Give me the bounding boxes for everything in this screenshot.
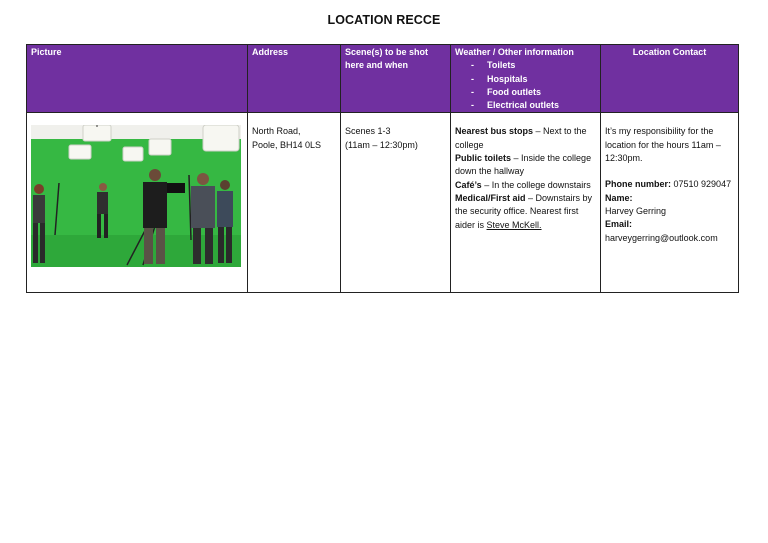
address-line-2: Poole, BH14 0LS (252, 139, 322, 150)
cafes-label: Café’s (455, 179, 482, 190)
scenes-cell (341, 113, 451, 293)
weather-info-cell (451, 113, 601, 293)
medical-label: Medical/First aid (455, 192, 526, 203)
header-weather (451, 45, 601, 113)
header-picture: Picture (27, 45, 248, 113)
name-label: Name: (605, 192, 633, 203)
header-location-contact: Location Contact (601, 45, 739, 113)
weather-item-electrical-outlets: - Electrical outlets (471, 99, 596, 112)
public-toilets-text: – Inside the college down the hallway (455, 153, 592, 177)
medical-text: – Downstairs by the security office. Nearest first aider is (455, 192, 593, 230)
green-screen-studio-photo (31, 125, 241, 267)
address-cell (248, 113, 341, 293)
page-title: LOCATION RECCE (327, 13, 441, 27)
name-value: Harvey Gerring (605, 205, 667, 216)
header-scenes: Scene(s) to be shot here and when (341, 45, 451, 113)
first-aider-name: Steve McKell. (486, 219, 542, 230)
table-header-row (27, 45, 739, 113)
weather-item-list (455, 59, 596, 112)
email-label: Email: (605, 219, 633, 230)
cafes-text: – In the college downstairs (481, 179, 591, 190)
contact-responsibility: It’s my responsibility for the location for the hours 11am – 12:30pm. (605, 126, 724, 164)
public-toilets-label: Public toilets (455, 153, 512, 164)
contact-spacer (605, 165, 734, 178)
scene-line-1: Scenes 1-3 (345, 126, 391, 137)
header-address: Address (248, 45, 341, 113)
weather-item-toilets: - Toilets (471, 59, 596, 72)
location-recce-table (26, 44, 739, 293)
address-line-1: North Road, (252, 126, 301, 137)
phone-label: Phone number: (605, 179, 672, 190)
bus-stops-label: Nearest bus stops (455, 126, 534, 137)
header-weather-label: Weather / Other information (455, 47, 574, 57)
phone-value: 07510 929047 (671, 179, 732, 190)
studio-photo-illustration (31, 125, 241, 267)
email-value: harveygerring@outlook.com (605, 232, 718, 243)
picture-cell (27, 113, 248, 293)
scene-line-2: (11am – 12:30pm) (345, 139, 418, 150)
bus-stops-text: – Next to the college (455, 126, 587, 150)
location-contact-cell (601, 113, 739, 293)
table-row (27, 113, 739, 293)
weather-item-food-outlets: - Food outlets (471, 86, 596, 99)
weather-item-hospitals: - Hospitals (471, 73, 596, 86)
